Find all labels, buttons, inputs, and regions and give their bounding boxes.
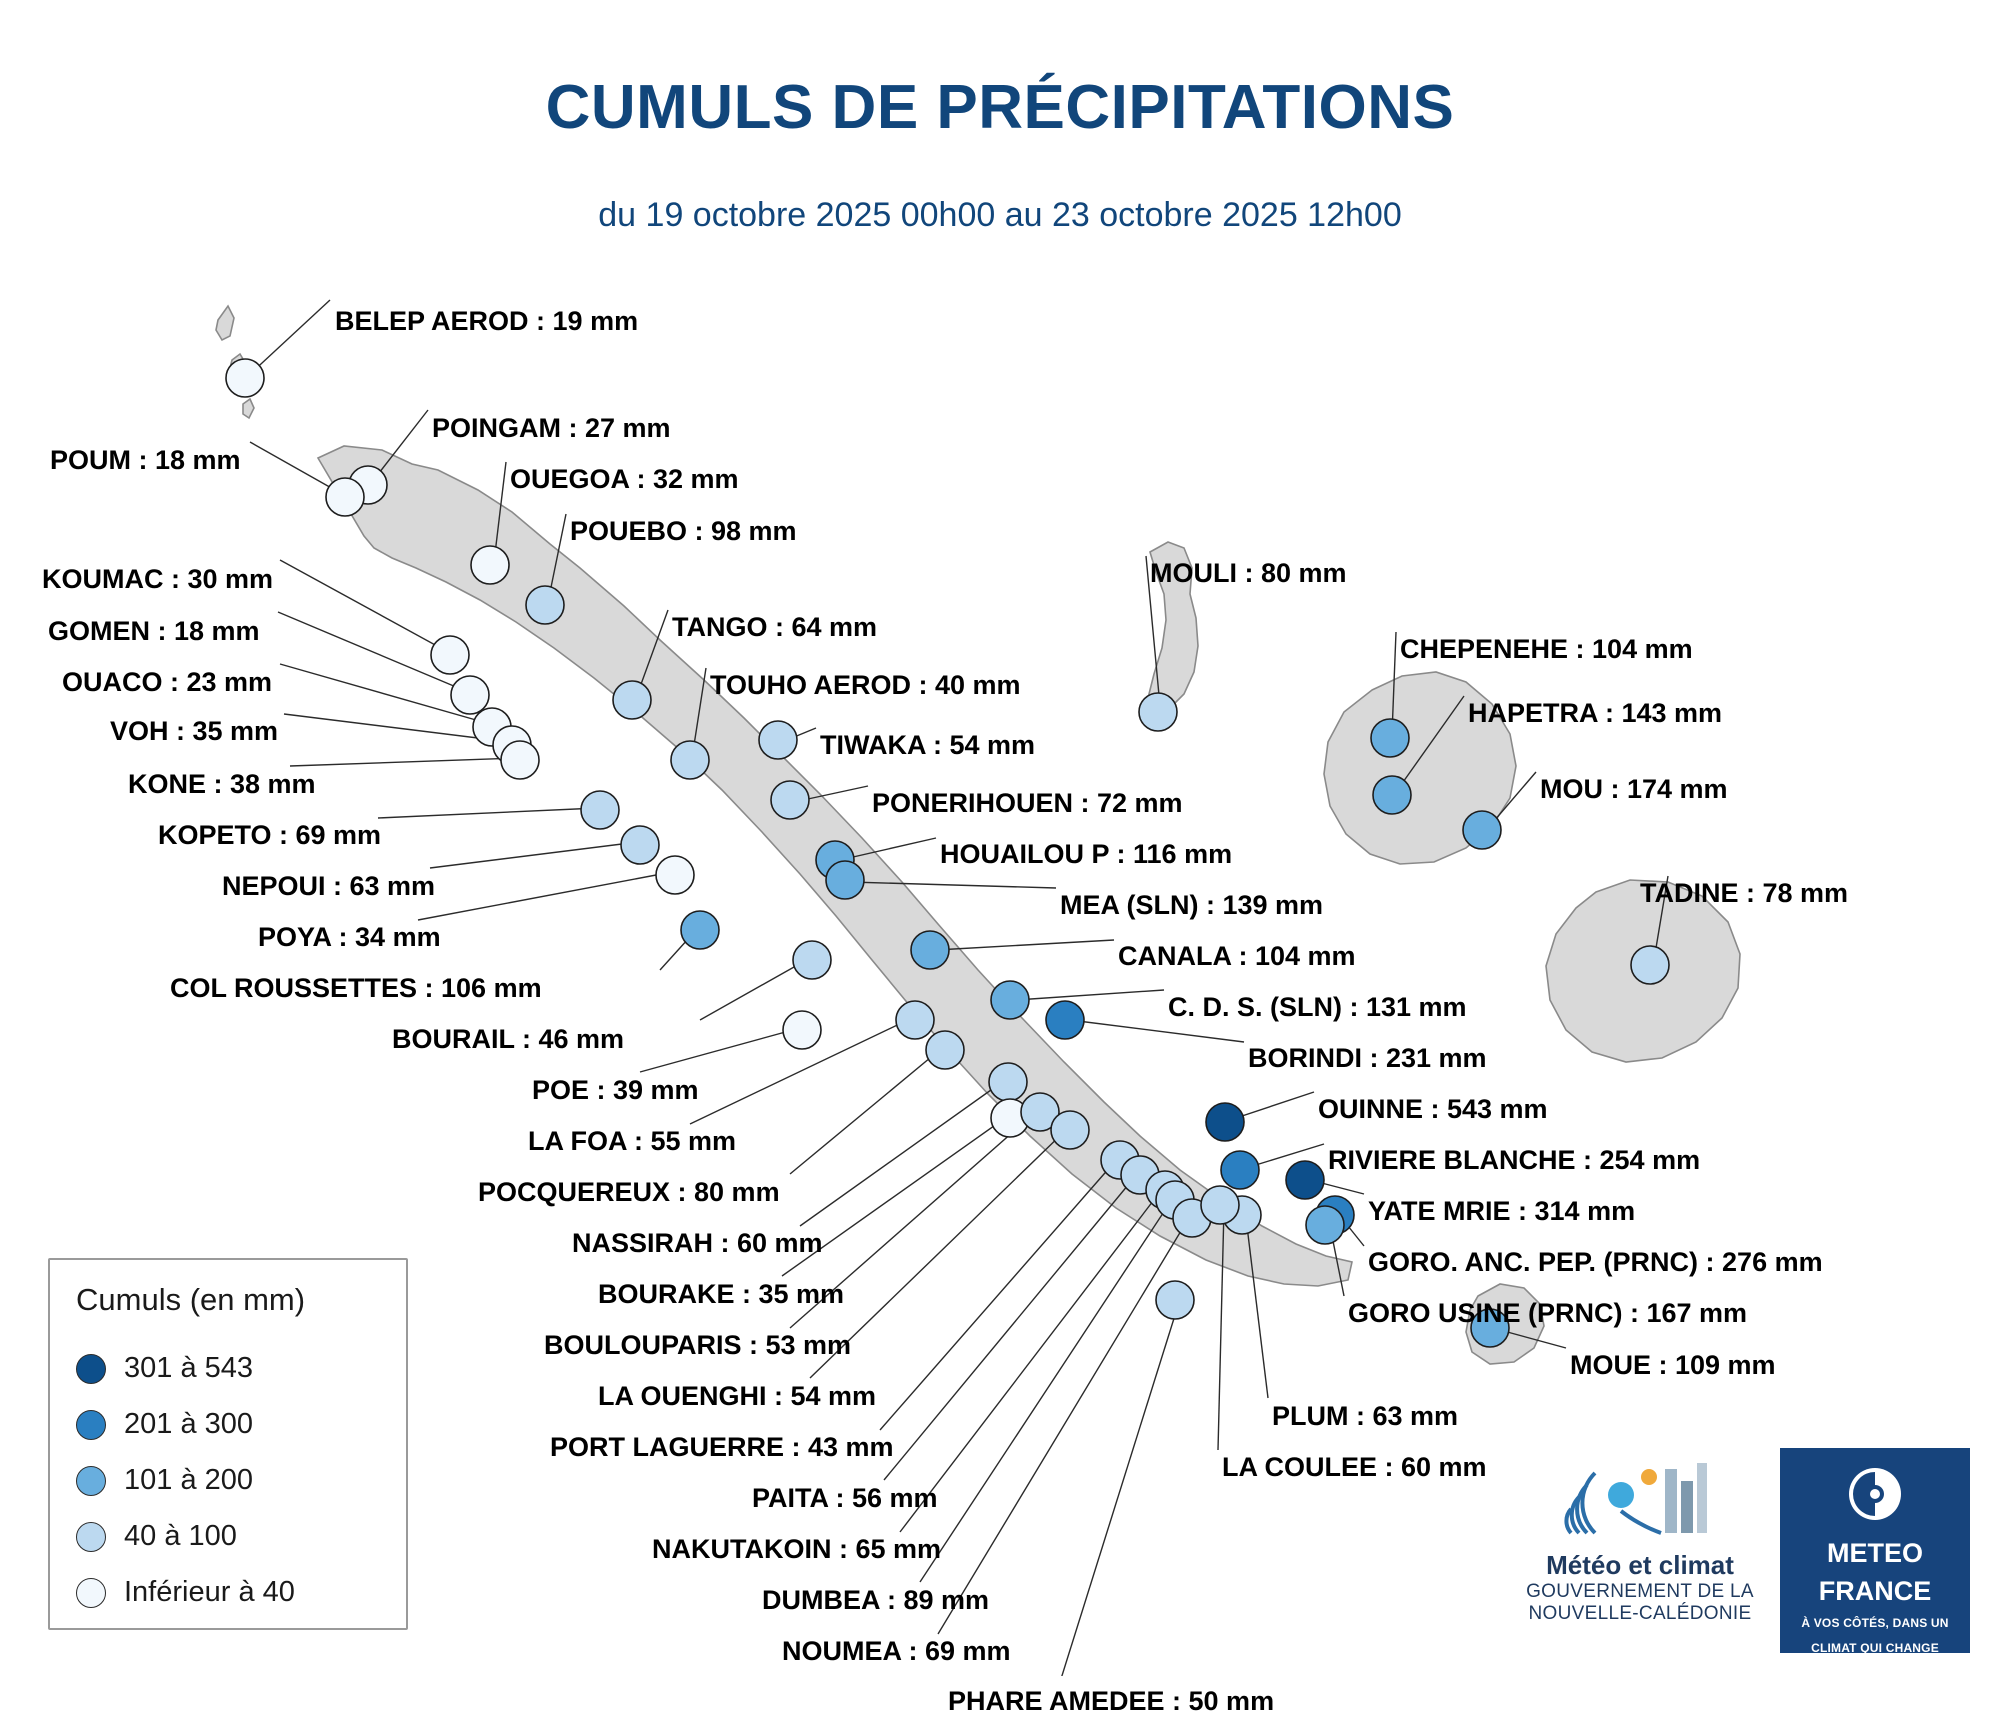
legend-swatch-4	[76, 1578, 106, 1608]
station-label: NAKUTAKOIN : 65 mm	[652, 1534, 942, 1564]
legend-swatch-3	[76, 1522, 106, 1552]
station-label: COL ROUSSETTES : 106 mm	[170, 973, 542, 1003]
station-label: TOUHO AEROD : 40 mm	[710, 670, 1021, 700]
station-marker	[1156, 1281, 1194, 1319]
station-label: POE : 39 mm	[532, 1075, 699, 1105]
station-label: PAITA : 56 mm	[752, 1483, 938, 1513]
island-belep-islet	[243, 399, 254, 418]
station-marker	[1206, 1103, 1244, 1141]
legend-row-0	[76, 1352, 253, 1385]
legend-row-4	[76, 1576, 295, 1609]
legend-title: Cumuls (en mm)	[76, 1282, 306, 1317]
station-label: MEA (SLN) : 139 mm	[1060, 890, 1324, 920]
station-label: DUMBEA : 89 mm	[762, 1585, 990, 1615]
legend-label-0: 301 à 543	[124, 1352, 254, 1384]
station-marker	[326, 478, 364, 516]
station-marker	[1046, 1001, 1084, 1039]
meteo-france-mark	[1845, 1464, 1905, 1524]
station-label: RIVIERE BLANCHE : 254 mm	[1328, 1145, 1701, 1175]
station-label: TADINE : 78 mm	[1640, 878, 1849, 908]
station-label: NASSIRAH : 60 mm	[572, 1228, 823, 1258]
station-marker	[771, 781, 809, 819]
station-label: NOUMEA : 69 mm	[782, 1636, 1011, 1666]
page-subtitle: du 19 octobre 2025 00h00 au 23 octobre 2025 12h00	[598, 196, 1402, 234]
station-label: GOMEN : 18 mm	[48, 616, 260, 646]
meteo-france-logo	[1780, 1448, 1970, 1656]
station-label: BOURAKE : 35 mm	[598, 1279, 845, 1309]
gov-logo	[1525, 1455, 1755, 1655]
station-label: POYA : 34 mm	[258, 922, 441, 952]
station-marker	[471, 546, 509, 584]
station-marker	[926, 1031, 964, 1069]
station-marker	[826, 861, 864, 899]
station-marker	[759, 721, 797, 759]
station-label: BORINDI : 231 mm	[1248, 1043, 1487, 1073]
meteo-france-name-line2: FRANCE	[1818, 1576, 1932, 1607]
station-marker	[1306, 1206, 1344, 1244]
meteo-france-name-line1: METEO	[1826, 1538, 1923, 1568]
legend	[48, 1258, 408, 1630]
station-label: CANALA : 104 mm	[1118, 941, 1356, 971]
station-label: PHARE AMEDEE : 50 mm	[948, 1686, 1275, 1716]
legend-label-1: 201 à 300	[124, 1408, 254, 1440]
station-label: TIWAKA : 54 mm	[820, 730, 1036, 760]
station-label: LA COULEE : 60 mm	[1222, 1452, 1487, 1482]
legend-row-1	[76, 1408, 253, 1441]
station-label: C. D. S. (SLN) : 131 mm	[1168, 992, 1467, 1022]
station-label: BELEP AEROD : 19 mm	[335, 306, 639, 336]
legend-label-3: 40 à 100	[124, 1520, 237, 1552]
station-label: KOUMAC : 30 mm	[42, 564, 274, 594]
station-marker	[896, 1001, 934, 1039]
legend-swatch-1	[76, 1410, 106, 1440]
gov-logo-mark	[1525, 1455, 1755, 1541]
station-marker	[526, 586, 564, 624]
legend-row-3	[76, 1520, 237, 1553]
station-marker	[1221, 1151, 1259, 1189]
station-marker	[783, 1011, 821, 1049]
station-marker	[1201, 1186, 1239, 1224]
legend-label-4: Inférieur à 40	[124, 1576, 295, 1608]
station-label: OUEGOA : 32 mm	[510, 464, 739, 494]
station-marker	[501, 741, 539, 779]
station-label: BOULOUPARIS : 53 mm	[544, 1330, 852, 1360]
station-marker	[671, 741, 709, 779]
station-marker	[451, 676, 489, 714]
station-marker	[431, 636, 469, 674]
station-marker	[621, 826, 659, 864]
station-label: OUACO : 23 mm	[62, 667, 273, 697]
station-label: POCQUEREUX : 80 mm	[478, 1177, 780, 1207]
station-marker	[613, 681, 651, 719]
station-marker	[793, 941, 831, 979]
legend-swatch-2	[76, 1466, 106, 1496]
station-label: MOU : 174 mm	[1540, 774, 1728, 804]
station-marker	[581, 791, 619, 829]
station-marker	[1051, 1111, 1089, 1149]
station-marker	[1139, 693, 1177, 731]
station-marker	[1631, 946, 1669, 984]
station-label: HOUAILOU P : 116 mm	[940, 839, 1233, 869]
station-label: MOUE : 109 mm	[1570, 1350, 1776, 1380]
station-label: LA FOA : 55 mm	[528, 1126, 737, 1156]
station-label: KOPETO : 69 mm	[158, 820, 382, 850]
station-label: BOURAIL : 46 mm	[392, 1024, 625, 1054]
station-marker	[989, 1063, 1027, 1101]
station-label: HAPETRA : 143 mm	[1468, 698, 1723, 728]
station-label: TANGO : 64 mm	[672, 612, 878, 642]
gov-logo-title: Météo et climat	[1546, 1550, 1734, 1580]
station-marker	[656, 856, 694, 894]
station-marker	[1373, 776, 1411, 814]
station-label: PLUM : 63 mm	[1272, 1401, 1459, 1431]
station-label: NEPOUI : 63 mm	[222, 871, 436, 901]
legend-swatch-0	[76, 1354, 106, 1384]
station-marker	[681, 911, 719, 949]
station-label: OUINNE : 543 mm	[1318, 1094, 1548, 1124]
station-label: GORO USINE (PRNC) : 167 mm	[1348, 1298, 1748, 1328]
station-label: KONE : 38 mm	[128, 769, 316, 799]
station-marker	[226, 359, 264, 397]
station-label: PONERIHOUEN : 72 mm	[872, 788, 1183, 818]
meteo-france-tagline-line1: À VOS CÔTÉS, DANS UN	[1801, 1615, 1949, 1630]
station-marker	[991, 981, 1029, 1019]
station-label: YATE MRIE : 314 mm	[1368, 1196, 1636, 1226]
legend-row-2	[76, 1464, 253, 1497]
page-title: CUMULS DE PRÉCIPITATIONS	[545, 73, 1455, 142]
station-marker	[1371, 719, 1409, 757]
station-label: GORO. ANC. PEP. (PRNC) : 276 mm	[1368, 1247, 1823, 1277]
station-label: POINGAM : 27 mm	[432, 413, 671, 443]
gov-logo-line2: NOUVELLE-CALÉDONIE	[1528, 1602, 1752, 1624]
meteo-france-tagline-line2: CLIMAT QUI CHANGE	[1811, 1641, 1939, 1656]
station-label: POUEBO : 98 mm	[570, 516, 797, 546]
station-label: POUM : 18 mm	[50, 445, 241, 475]
station-marker	[911, 931, 949, 969]
station-label: MOULI : 80 mm	[1150, 558, 1347, 588]
island-belep-north	[216, 306, 234, 340]
station-marker	[1286, 1161, 1324, 1199]
station-label: LA OUENGHI : 54 mm	[598, 1381, 877, 1411]
station-label: CHEPENEHE : 104 mm	[1400, 634, 1693, 664]
station-label: PORT LAGUERRE : 43 mm	[550, 1432, 894, 1462]
legend-label-2: 101 à 200	[124, 1464, 254, 1496]
gov-logo-line1: GOUVERNEMENT DE LA	[1526, 1581, 1754, 1602]
station-label: VOH : 35 mm	[110, 716, 279, 746]
station-marker	[1463, 811, 1501, 849]
